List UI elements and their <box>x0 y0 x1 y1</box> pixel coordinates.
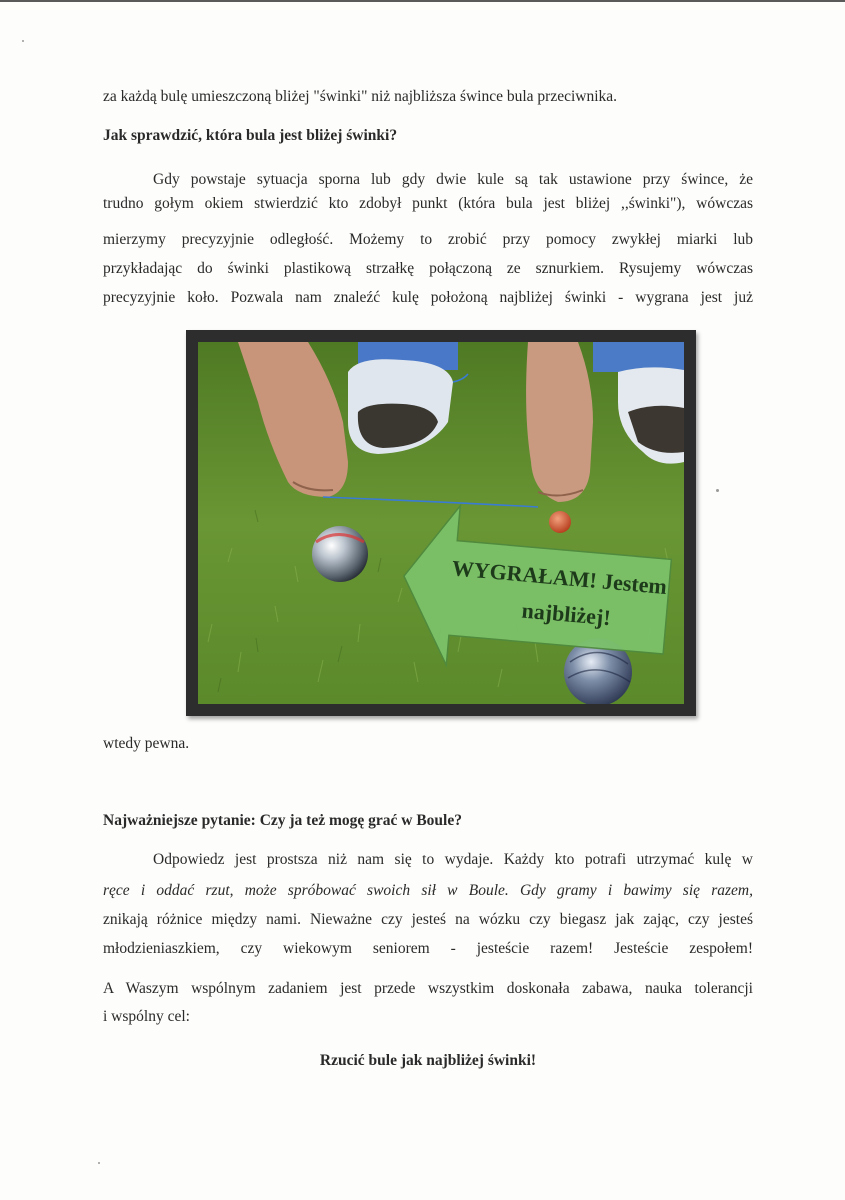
photo-illustration <box>198 342 684 704</box>
text-line: i wspólny cel: <box>103 1008 190 1025</box>
text-line: Odpowiedz jest prostsza niż nam się to wydaje. Każdy kto potrafi utrzymać kulę w <box>153 851 753 868</box>
text-line: znikają różnice między nami. Nieważne czy jesteś na wózku czy biegasz jak zając, czy jesteś <box>103 911 753 928</box>
text-line: mierzymy precyzyjnie odległość. Możemy to zrobić przy pomocy zwykłej miarki lub <box>103 231 753 248</box>
paragraph-measuring-end: wtedy pewna. <box>103 735 190 752</box>
heading-can-i-play: Najważniejsze pytanie: Czy ja też mogę grać w Boule? <box>103 812 462 829</box>
banner-text-line1: WYGRAŁAM! Jestem <box>450 555 668 600</box>
scan-speck <box>98 1162 100 1164</box>
photo-measuring-boules <box>186 330 696 716</box>
text-line: trudno gołym okiem stwierdzić kto zdobył punkt (która bula jest bliżej ,,świnki"), wówczas <box>103 195 753 212</box>
text-line: Gdy powstaje sytuacja sporna lub gdy dwie kule są tak ustawione przy śwince, że <box>153 171 753 188</box>
text-line: precyzyjnie koło. Pozwala nam znaleźć kulę położoną najbliżej świnki - wygrana jest już <box>103 289 753 306</box>
page-top-edge <box>0 0 845 2</box>
text-line: przykładając do świnki plastikową strzałkę połączoną ze sznurkiem. Rysujemy wówczas <box>103 260 753 277</box>
paragraph-intro: za każdą bulę umieszczoną bliżej "świnki" niż najbliższa śwince bula przeciwnika. <box>103 88 618 105</box>
scan-speck <box>22 40 24 42</box>
text-line: ręce i oddać rzut, może spróbować swoich sił w Boule. Gdy gramy i bawimy się razem, <box>103 882 753 899</box>
closing-slogan: Rzucić bule jak najbliżej świnki! <box>319 1052 537 1069</box>
text-line: młodzieniaszkiem, czy wiekowym seniorem - jesteście razem! Jesteście zespołem! <box>103 940 753 957</box>
banner-text-line2: najbliżej! <box>520 597 612 631</box>
heading-which-ball-closer: Jak sprawdzić, która bula jest bliżej świnki? <box>103 127 398 144</box>
text-line: A Waszym wspólnym zadaniem jest przede wszystkim doskonała zabawa, nauka tolerancji <box>103 980 753 997</box>
scan-speck <box>716 489 719 492</box>
